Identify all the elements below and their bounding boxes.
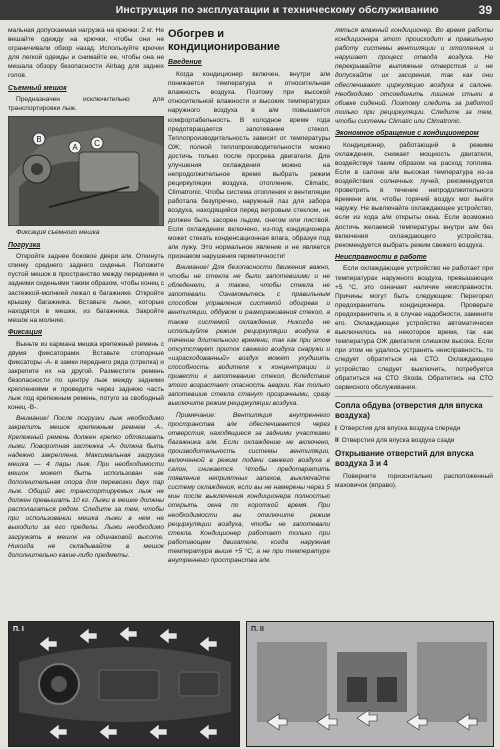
photo-strip (0, 621, 500, 749)
warning-paragraph: Внимание! После погрузки лыж необходимо закрепить мешок крепежным ремнем -A-. Крепежный ремень должен крепко обтягивать лыжи. Поворотная застежка -A- должна быть надежно закреплена. Максимальная загрузка мешка — 4 пары лыж. При необходимости мешок может быть использован как дополнительная опора для перевозки двух пар лыж. Общий вес транспортируемых лыж не должен превышать 10 кг. Лыжи в мешке должны располагаться рядом. Следите за тем, чтобы при использовании мешка лыжи в нем не выходили за его пределы. Лыжи необходимо загружать в мешок на одинаковой высоте. Никогда не складывайте в мешок дополнительно какие-либо предметы. (8, 415, 164, 559)
note-paragraph: Примечание: Вентиляция внутреннего пространства а/м обеспечивается через отверстия, находящиеся за задними участками багажника а/м. Если охлаждение не включено, производительность системы вентиляции, включенной в режим подачи свежего воздуха в салон, снижается. Чтобы предотвратить появление неприятных запахов, выключайте систему охлаждения, если вы не намерены через 5 мин после выключения кондиционера полностью открыть окна по короткой время. При необходимости вы отключите режим рециркуляции воздуха, чтобы не запотевали стекла. Кондиционер работает только при работающем двигателе, когда наружная температура выше +5 °C, а не при температуре внутреннего пространства а/м. (168, 411, 330, 564)
subheading-intro: Введение (168, 59, 202, 67)
column-left (8, 26, 164, 562)
paragraph: Когда кондиционер включен, внутри а/м понижается температура и относительная влажность воздуха. Поэтому при высокой относительной влажности и высоких температурах наружного воздуха в а/м повышается комфортабельность. В холодное время года предотвращается запотевание стекол. Теплопроизводительность зависит от температуры ОЖ; полной теплопроизводительности можно достичь только после прогрева двигателя. Для улучшения охлаждения можно на непродолжительное время выбрать режим рециркуляции воздуха, отопление, Climatic, Climatronic. Чтобы система отопления и вентиляции работала безупречно, наружный лаз для забора воздуха, находящийся перед ветровым стеклом, не должен быть засорен льдом, снегом или листвой. Если охлаждение включено, из-под кондиционера может стекать конденсационная влага, образуя под а/м лужу. Это нормальное явление и не является признаком нарушения герметичности! (168, 71, 330, 260)
list-item-label: II (335, 436, 339, 444)
svg-text:C: C (94, 139, 100, 149)
list-item-text: Отверстия для впуска воздуха спереди (339, 424, 461, 432)
photo-label: П. I (13, 626, 24, 633)
svg-text:A: A (72, 143, 78, 153)
page-header (0, 0, 500, 20)
section-heading-vents: Сопла обдува (отверстия для впуска воздуха) (335, 400, 483, 420)
rear-vents-photo (246, 621, 494, 747)
dashboard-vents-photo (8, 621, 240, 747)
list-item (335, 436, 493, 445)
paragraph: Выньте из кармана мешка крепежный ремень с двумя фиксаторами. Вставьте стопорные фиксаторы -A- в замки переднего ряда (стрелка) и закрепите их на другой. Разместите ремень безопасности по центру лыж между задними креплениями и проведите через заднюю часть лыж под крепежным ремень, потуго за свободный конец -B-. (8, 340, 164, 412)
rear-vents-illustration (247, 622, 494, 747)
subheading-faults: Неисправности в работе (335, 253, 427, 261)
page-number: 39 (478, 3, 492, 17)
paragraph: Поверните горизонтально расположенный маховичок (вправо). (335, 472, 493, 490)
subheading-loading: Погрузка (8, 241, 41, 249)
paragraph: Предназначен исключительно для транспортировки лыж. (8, 96, 164, 113)
text-columns (0, 22, 500, 620)
figure-caption: Фиксация съемного мешка (16, 229, 100, 237)
section-heading-open-vents: Открывание отверстий для впуска воздуха 3 и 4 (335, 448, 474, 468)
photo-label: П. II (251, 626, 264, 633)
paragraph: Откройте заднее боковое двери а/м. Откинуть спинку среднего заднего сиденья. Положите пустой мешок в пространство между передними и задними сиденьями таким образом, чтобы конец с застежкой-молнией лежал в багажнике. Откройте крышку багажника. Вставьте лыжи, которые находятся в мешке, из багажника. Закройте мешок на молнию. (8, 253, 164, 324)
section-heading-heating: Обогрев и кондиционирование (168, 28, 280, 54)
column-middle (168, 26, 330, 567)
list-item-text: Отверстия для впуска воздуха сзади (341, 436, 455, 444)
paragraph: Кондиционер, работающий в режиме охлаждения, снижает мощность двигателя, воздействуя таким образом на расход топлива. Если в салоне а/м высокая температура из-за воздействия солнечных лучей, рекомендуется проветрить в течение непродолжительного времени а/м, чтобы горячий воздух мог выйти наружу. Не выключайте охлаждающее устройство, если из хода а/м открыты окна. Если возможно достичь желаемой температуры внутри а/м без включения охлаждающего устройства, рекомендуется выбрать режим свежего воздуха. (335, 141, 493, 249)
svg-text:B: B (36, 135, 42, 145)
ski-bag-illustration (9, 117, 164, 226)
subheading-economy: Экономное обращение с кондиционером (335, 130, 479, 138)
dashboard-illustration (9, 622, 240, 747)
header-title: Инструкция по эксплуатации и техническому обслуживанию (115, 4, 439, 16)
paragraph: ляться влажный кондиционер. Во время работы кондиционера этот происходит в правильную работу системы вентиляции и отопления и нарушает процесс отвода воздуха. Не перекрывайте вытяжные отверстия и не допускайте их засорения, так как они обеспечивают циркуляцию воздуха в салоне. Необходимо отсоединить лишние стыки в обивке сидений. Поэтому следить за работой только при рециркуляции. Следите за тем, чтобы системы Climatic или Climatronic. (335, 27, 493, 125)
subheading-fixing: Фиксация (8, 328, 42, 336)
paragraph: мальная допускаемая нагрузка на крючки: 2 кг. Не вешайте одежду на крючки, чтобы они не ограничивали обзор назад. Используйте крючки для легкой одежды и снимайте ее, чтобы она не мешала обзору безопасности Airbag для задних голов. (8, 27, 164, 80)
subheading-ski-bag: Съемный мешок (8, 84, 67, 92)
column-right (335, 26, 493, 492)
paragraph: Если охлаждающее устройство не работает при температурах наружного воздуха, превышающих +5 °C, это означает наличие неисправности. Причины могут быть следующие: Перегорел предохранитель кондиционера. Проверьте предохранитель и, в случае надобности, замените его. Охлаждающее устройство автоматически выключилось на некоторое время, так как температура ОЖ двигателя слишком высока. Если при этом не удалось устранить неисправность, то следует обратиться на СТО. Охлаждающее устройство следует выключить, потребуется обратиться на СТО Skoda. Обратитесь на СТО сервисного обслуживания. (335, 265, 493, 391)
divider (335, 396, 493, 397)
ski-bag-figure (8, 116, 164, 226)
list-item-label: I (335, 424, 337, 432)
list-item (335, 424, 493, 433)
warning-paragraph: Внимание! Для безопасности движения важно, чтобы не стекла не были запотевшими и не обледенели, а также, чтобы стекла не запотевали. Ознакомьтесь с правильным способом управления системой обогрева и вентиляции, обдувом и размораживания стекол, а также системой охлаждения. Никогда не используйте режим рециркуляции воздуха в течение длительного времени, так как при этом отсутствует приток свежего воздуха снаружи и «израсходованный» воздух может ухудшить способность водителя к концентрации и привести к запотеванию стекол. Вследствие этого возрастает опасность аварии. Как только запотевшие стекла станут прозрачными, сразу выключите режим рециркуляции воздуха. (168, 264, 330, 408)
